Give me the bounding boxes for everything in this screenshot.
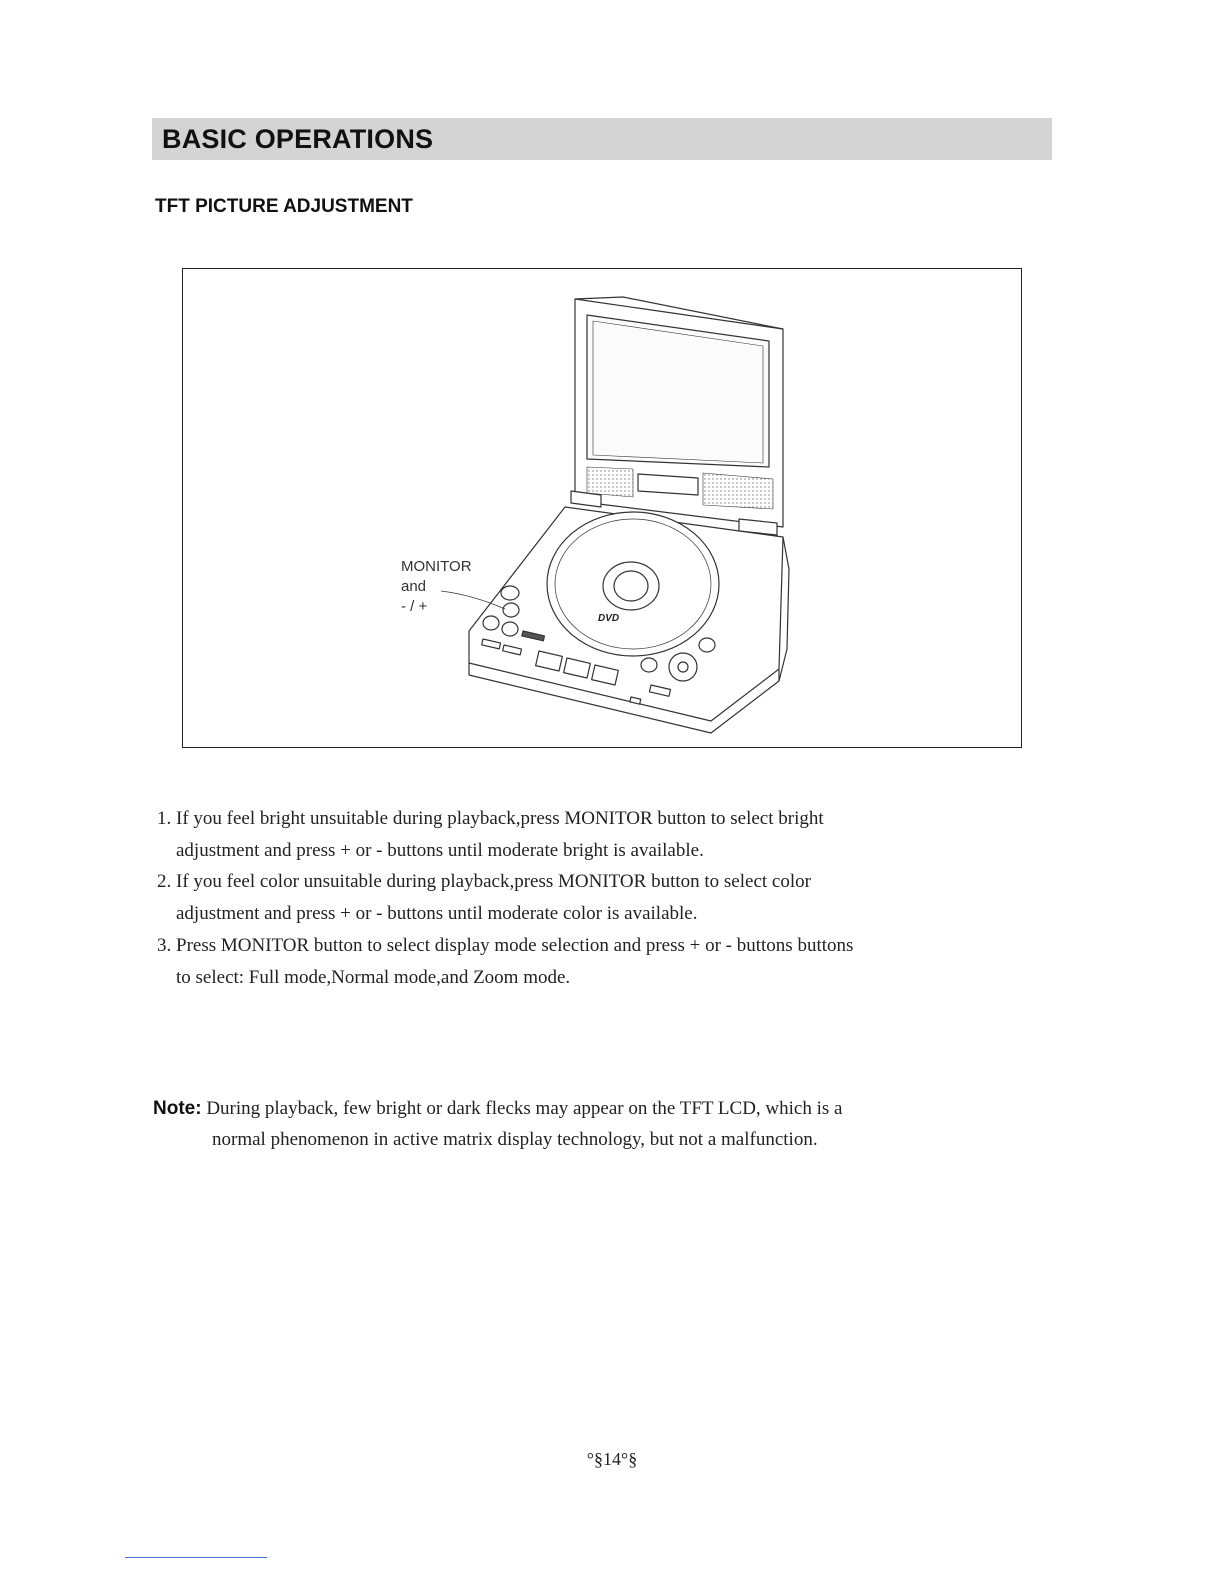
step-line: If you feel color unsuitable during playback,press MONITOR button to select color [176, 871, 811, 893]
step-line: to select: Full mode,Normal mode,and Zoom mode. [176, 966, 571, 988]
page-number: °§14°§ [586, 1449, 638, 1469]
step-line: If you feel bright unsuitable during playback,press MONITOR button to select bright [176, 808, 824, 829]
monitor-button-top [501, 586, 519, 600]
dvd-player-figure [182, 268, 1022, 748]
plus-button [502, 622, 518, 636]
portable-dvd-player-illustration [183, 269, 1023, 749]
footer-rule [125, 1557, 267, 1558]
dvd-logo: DVD [598, 613, 620, 624]
step-line: adjustment and press + or - buttons until moderate bright is available. [176, 839, 704, 861]
step-line: adjustment and press + or - buttons until moderate color is available. [176, 903, 698, 925]
step-1 [157, 803, 1017, 866]
note-text-line-1: During playback, few bright or dark flecks may appear on the TFT LCD, which is a [201, 1098, 843, 1119]
subsection-title: TFT PICTURE ADJUSTMENT [155, 196, 413, 217]
note-paragraph [153, 1093, 1013, 1155]
monitor-button [503, 603, 519, 617]
speaker-left [587, 467, 633, 497]
screen [587, 315, 769, 467]
step-2 [157, 866, 1017, 929]
note-text-line-2: normal phenomenon in active matrix display technology, but not a malfunction. [212, 1129, 818, 1150]
step-3 [157, 930, 1017, 993]
speaker-right [703, 473, 773, 509]
callout-line-monitor: MONITOR [401, 558, 472, 575]
lid-display-window [638, 474, 698, 495]
section-title-banner: BASIC OPERATIONS [152, 118, 1052, 160]
callout-line-and: and [401, 578, 427, 595]
note-label: Note: [153, 1098, 202, 1119]
step-line: Press MONITOR button to select display mode selection and press + or - buttons buttons [176, 934, 854, 956]
instruction-steps [157, 803, 1017, 993]
monitor-callout-label [401, 557, 472, 617]
step-number: 1. [157, 808, 172, 829]
callout-line-minus-plus: - / + [401, 598, 428, 615]
step-number: 3. [157, 934, 172, 956]
minus-button [483, 616, 499, 630]
step-number: 2. [157, 871, 172, 893]
